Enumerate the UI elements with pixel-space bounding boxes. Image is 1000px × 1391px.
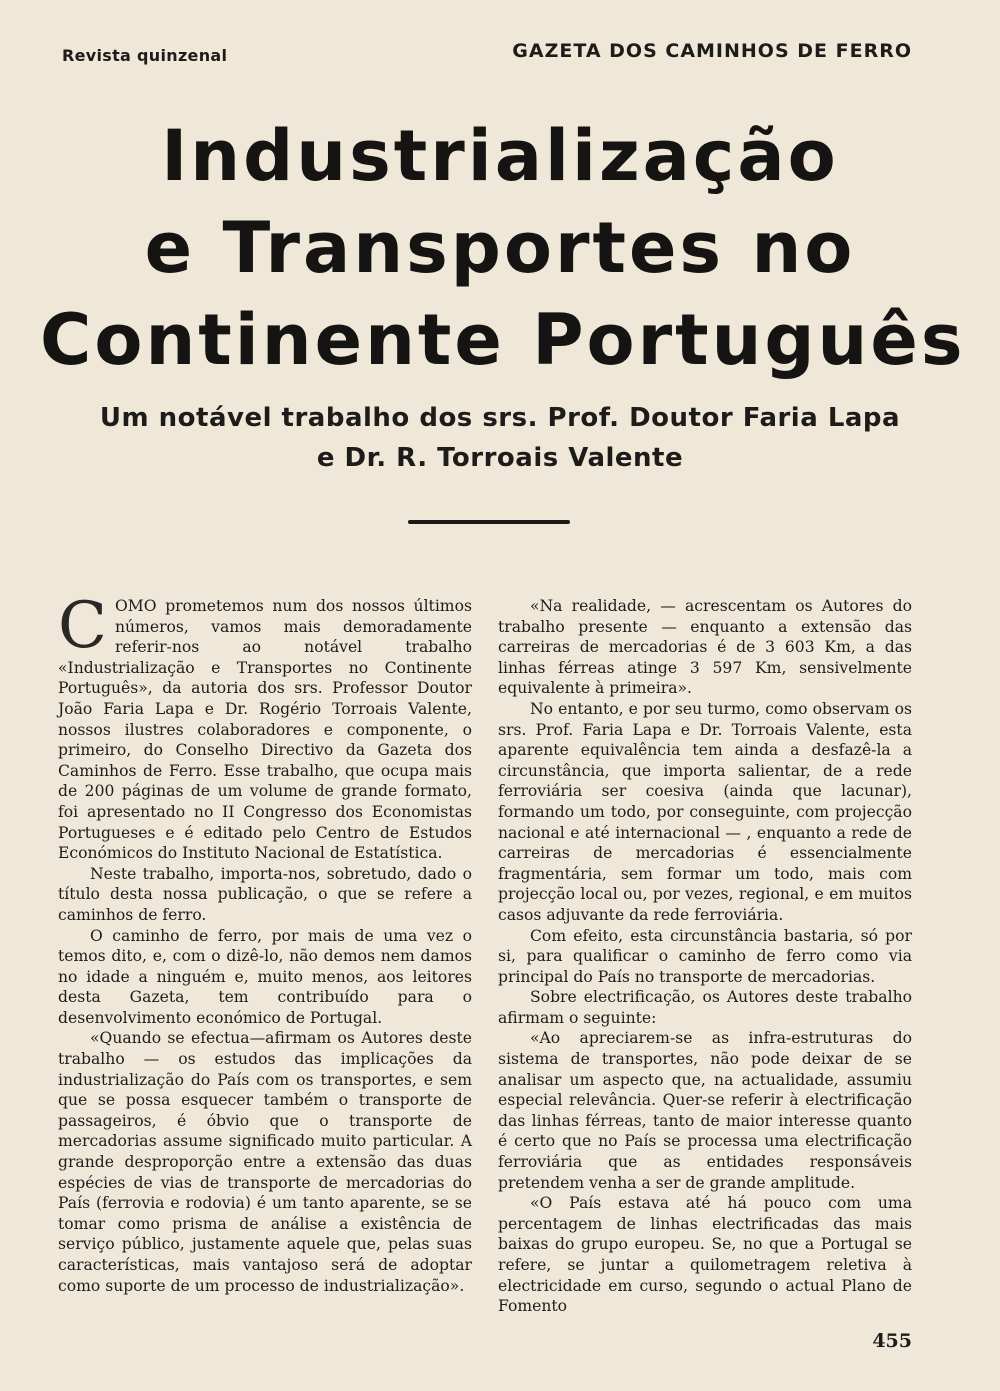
- title-divider-rule: [408, 520, 570, 524]
- drop-cap: C: [58, 589, 107, 663]
- article-subtitle-line: e Dr. R. Torroais Valente: [316, 443, 684, 473]
- paragraph: «Ao apreciarem-se as infra-estruturas do sistema de transportes, não pode deixar de se analisar um aspecto que, na actualidade, assumiu especial relevância. Quer-se referir à electrificação das linhas férreas, tanto de maior interesse quanto é certo que no País se processa uma electrificação ferroviária que as entidades responsáveis pretendem venha a ser de grande amplitude.: [498, 1029, 912, 1192]
- article-column-right: [498, 596, 912, 1317]
- article-subtitle-line: Um notável trabalho dos srs. Prof. Doutor Faria Lapa: [99, 403, 901, 433]
- paragraph: «O País estava até há pouco com uma percentagem de linhas electrificadas das mais baixas do grupo europeu. Se, no que a Portugal se refere, se juntar a quilometragem reletiva à electricidade em curso, segundo o actual Plano de Fomento: [498, 1194, 912, 1316]
- article-title-line: Continente Português: [40, 299, 966, 381]
- paragraph-text: OMO prometemos num dos nossos últimos números, vamos mais demoradamente referir-nos ao notável trabalho «Industrialização e Transportes no Continente Português», da autoria dos srs. Professor Doutor João Faria Lapa e Dr. Rogério Torroais Valente, nossos ilustres colaboradores e componente, o primeiro, do Conselho Directivo da Gazeta dos Caminhos de Ferro. Esse trabalho, que ocupa mais de 200 páginas de um volume de grande formato, foi apresentado no II Congresso dos Economistas Portugueses e é editado pelo Centro de Estudos Económicos do Instituto Nacional de Estatística.: [58, 597, 472, 863]
- paragraph: O caminho de ferro, por mais de uma vez o temos dito, e, com o dizê-lo, não demos nem damos no idade a ninguém e, muito menos, aos leitores desta Gazeta, tem contribuído para o desenvolvimento económico de Portugal.: [58, 926, 472, 1027]
- paragraph: «Quando se efectua—afirmam os Autores deste trabalho — os estudos das implicações da industrialização do País com os transportes, e sem que se possa esquecer também o transporte de passageiros, é óbvio que o transporte de mercadorias assume significado muito particular. A grande desproporção entre a extensão das duas espécies de vias de transporte de mercadorias do País (ferrovia e rodovia) é um tanto aparente, se se tomar como prisma de análise a existência de serviço público, justamente aquele que, pelas suas características, mais vantajoso será de adoptar como suporte de um processo de industrialização».: [58, 1029, 472, 1295]
- article-title-line: Industrialização: [161, 115, 839, 197]
- paragraph: Neste trabalho, importa-nos, sobretudo, dado o título desta nossa publicação, o que se refere a caminhos de ferro.: [58, 864, 472, 924]
- paragraph: «Na realidade, — acrescentam os Autores do trabalho presente — enquanto a extensão das carreiras de mercadorias é de 3 603 Km, a das linhas férreas atinge 3 597 Km, sensivelmente equivalente à primeira».: [498, 597, 912, 698]
- page-number: 455: [872, 1330, 912, 1352]
- paragraph: Com efeito, esta circunstância bastaria, só por si, para qualificar o caminho de ferro como via principal do País no transporte de mercadorias.: [498, 926, 912, 986]
- paragraph: No entanto, e por seu turmo, como observam os srs. Prof. Faria Lapa e Dr. Torroais Valente, esta aparente equivalência tem ainda a desfazê-la a circunstância, que importa salientar, de a rede ferroviária ser coesiva (ainda que lacunar), formando um todo, por conseguinte, com projecção nacional e até internacional — , enquanto a rede de carreiras de mercadorias é essencialmente fragmentária, sem formar um todo, mais com projecção local ou, por vezes, regional, e em muitos casos adjuvante da rede ferroviária.: [498, 699, 912, 924]
- header-publication-frequency: Revista quinzenal: [62, 46, 228, 65]
- article-title-line: e Transportes no: [144, 207, 856, 289]
- article-column-left: [58, 589, 472, 1296]
- article-title: [40, 110, 966, 386]
- header-magazine-title: GAZETA DOS CAMINHOS DE FERRO: [512, 40, 912, 62]
- paragraph: [58, 589, 472, 864]
- paragraph: Sobre electrificação, os Autores deste trabalho afirmam o seguinte:: [498, 988, 912, 1027]
- article-subtitle: [40, 398, 960, 478]
